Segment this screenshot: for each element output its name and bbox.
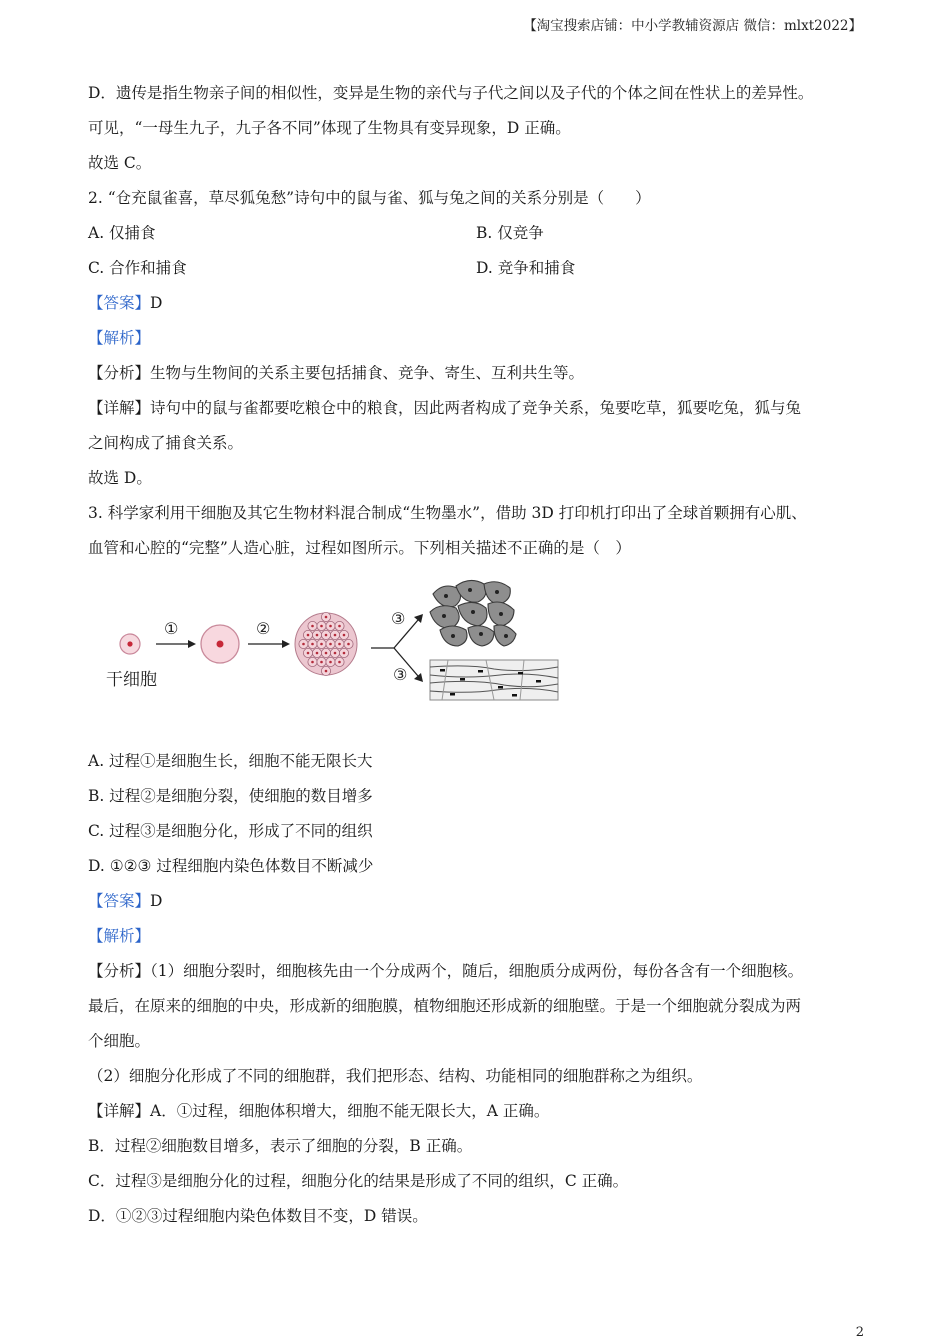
cluster-cell-nucleus (320, 661, 323, 664)
cluster-cell-nucleus (325, 652, 328, 655)
q2-option-c: C. 合作和捕食 (88, 259, 187, 277)
xiangjie-tag: 【详解】 (88, 1102, 151, 1120)
q2-jiexi-tag: 【解析】 (88, 329, 151, 347)
cluster-cell-nucleus (329, 643, 332, 646)
fenxi-tag: 【分析】 (88, 364, 151, 382)
cluster-cell-nucleus (334, 634, 337, 637)
cluster-cell-nucleus (307, 634, 310, 637)
tissue-upper-icon (430, 580, 516, 646)
cluster-cell-nucleus (338, 643, 341, 646)
q2-options-row-2 (88, 251, 868, 286)
q3-option-c: C. 过程③是细胞分化，形成了不同的组织 (88, 822, 373, 840)
fenxi-text: （1）细胞分裂时，细胞核先由一个分成两个，随后，细胞质分成两份，每份各含有一个细胞核。 (150, 962, 804, 980)
cluster-cell-nucleus (307, 652, 310, 655)
q3-jiexi-tag: 【解析】 (88, 927, 151, 945)
q2-option-a: A. 仅捕食 (88, 224, 156, 242)
cluster-cell-nucleus (334, 652, 337, 655)
step-2-label: ② (256, 619, 271, 638)
step-3a-label: ③ (391, 609, 406, 628)
q3-fenxi-2: 最后，在原来的细胞的中央，形成新的细胞膜，植物细胞还形成新的细胞壁。于是一个细胞就分裂成为两 (88, 997, 802, 1015)
cluster-cell-nucleus (325, 616, 328, 619)
arrow-2-head (282, 640, 290, 648)
step-1-label: ① (164, 619, 179, 638)
q2-option-d: D. 竞争和捕食 (476, 259, 576, 277)
cluster-cell-nucleus (347, 643, 350, 646)
cluster-cell-nucleus (320, 643, 323, 646)
q3-option-b: B. 过程②是细胞分裂，使细胞的数目增多 (88, 787, 373, 805)
cluster-cell-nucleus (311, 625, 314, 628)
branch-down-head (414, 673, 423, 682)
stem-cell-label: 干细胞 (106, 670, 157, 690)
q3-fenxi-1 (88, 954, 868, 989)
branch-up-head (414, 614, 423, 623)
q3-fenxi-4: （2）细胞分化形成了不同的细胞群，我们把形态、结构、功能相同的细胞群称之为组织。 (88, 1067, 703, 1085)
q2-xiangjie-1 (88, 391, 868, 426)
answer-tag: 【答案】 (88, 294, 151, 312)
answer-value: D (150, 294, 163, 312)
cell-development-figure (88, 572, 868, 740)
cluster-cell-nucleus (302, 643, 305, 646)
q2-choose: 故选 D。 (88, 469, 152, 487)
tissue-lower-icon (430, 660, 558, 700)
cluster-cell-nucleus (329, 625, 332, 628)
q1-option-d-explanation-1: D．遗传是指生物亲子间的相似性，变异是生物的亲代与子代之间以及子代的个体之间在性状上的差异性。 (88, 84, 814, 102)
arrow-1-head (188, 640, 196, 648)
cluster-cell-nucleus (311, 643, 314, 646)
q3-fenxi-3: 个细胞。 (88, 1032, 151, 1050)
q3-answer (88, 884, 868, 919)
q2-option-b: B. 仅竞争 (476, 224, 544, 242)
grown-cell-nucleus (217, 641, 224, 648)
document-body (88, 76, 868, 1234)
q2-stem: 2. “仓充鼠雀喜，草尽狐兔愁”诗句中的鼠与雀、狐与兔之间的关系分别是（ ） (88, 189, 651, 207)
cluster-cell-nucleus (316, 652, 319, 655)
q3-option-a: A. 过程①是细胞生长，细胞不能无限长大 (88, 752, 373, 770)
cluster-cell-nucleus (316, 634, 319, 637)
xiangjie-text: A．①过程，细胞体积增大，细胞不能无限长大，A 正确。 (150, 1102, 550, 1120)
cell-diagram (88, 572, 568, 740)
step-3b-label: ③ (393, 665, 408, 684)
xiangjie-text: 诗句中的鼠与雀都要吃粮仓中的粮食，因此两者构成了竞争关系，兔要吃草，狐要吃兔，狐与兔 (150, 399, 802, 417)
cluster-cell-nucleus (320, 625, 323, 628)
q3-xiangjie-c: C．过程③是细胞分化的过程，细胞分化的结果是形成了不同的组织，C 正确。 (88, 1172, 629, 1190)
q2-fenxi (88, 356, 868, 391)
cluster-cell-nucleus (325, 634, 328, 637)
q3-xiangjie-a (88, 1094, 868, 1129)
page-header: 【淘宝搜索店铺：中小学教辅资源店 微信：mlxt2022】 (523, 18, 862, 34)
q2-options-row-1 (88, 216, 868, 251)
q3-xiangjie-d: D．①②③过程细胞内染色体数目不变，D 错误。 (88, 1207, 428, 1225)
q3-stem-2: 血管和心腔的“完整”人造心脏，过程如图所示。下列相关描述不正确的是（ ） (88, 539, 631, 557)
q3-xiangjie-b: B．过程②细胞数目增多，表示了细胞的分裂，B 正确。 (88, 1137, 473, 1155)
q1-option-d-explanation-2: 可见，“一母生九子，九子各不同”体现了生物具有变异现象，D 正确。 (88, 119, 571, 137)
cluster-cell-nucleus (338, 661, 341, 664)
answer-value: D (150, 892, 163, 910)
cluster-cell-nucleus (343, 634, 346, 637)
cell-cluster-icon (295, 612, 357, 675)
fenxi-text: 生物与生物间的关系主要包括捕食、竞争、寄生、互利共生等。 (150, 364, 585, 382)
cluster-cell-nucleus (329, 661, 332, 664)
q2-answer (88, 286, 868, 321)
stem-cell-nucleus (127, 641, 132, 646)
q1-choose: 故选 C。 (88, 154, 152, 172)
page-number: 2 (855, 1325, 864, 1340)
answer-tag: 【答案】 (88, 892, 151, 910)
q3-option-d: D. ①②③ 过程细胞内染色体数目不断减少 (88, 857, 374, 875)
q3-stem-1: 3. 科学家利用干细胞及其它生物材料混合制成“生物墨水”，借助 3D 打印机打印出了全球首颗拥有心肌、 (88, 504, 807, 522)
xiangjie-tag: 【详解】 (88, 399, 151, 417)
cluster-cell-nucleus (338, 625, 341, 628)
cluster-cell-nucleus (311, 661, 314, 664)
cluster-cell-nucleus (343, 652, 346, 655)
fenxi-tag: 【分析】 (88, 962, 151, 980)
cluster-cell-nucleus (325, 670, 328, 673)
q2-xiangjie-2: 之间构成了捕食关系。 (88, 434, 244, 452)
